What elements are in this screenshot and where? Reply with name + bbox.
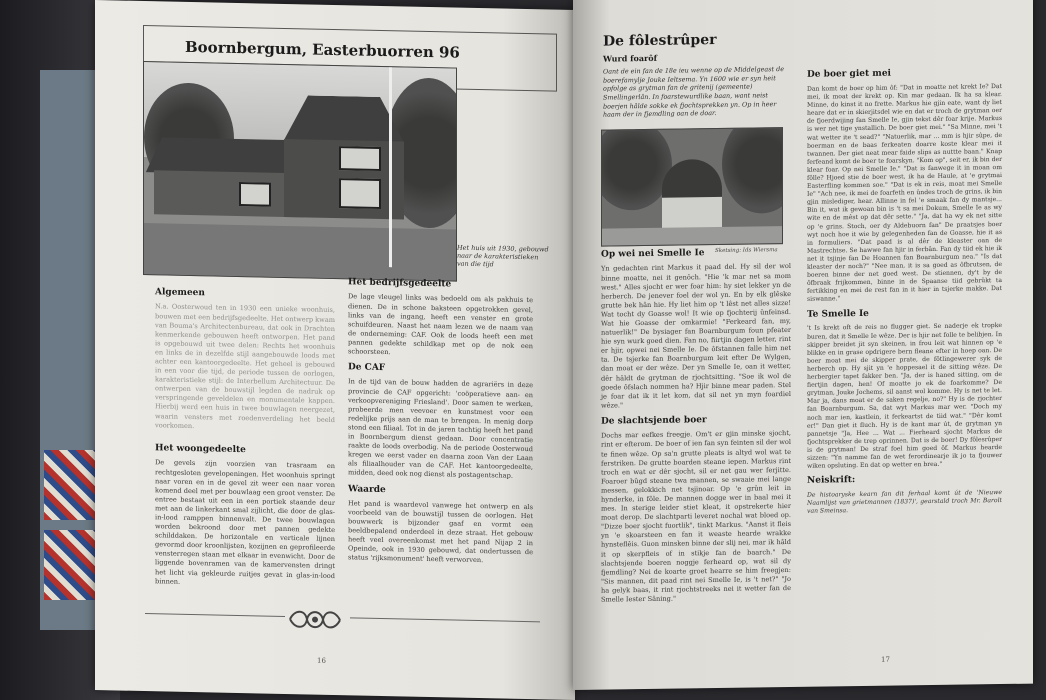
right-page-subtitle: Wurd foarôf bbox=[603, 52, 658, 64]
section-text: De lage vleugel links was bedoeld om als pakhuis te dienen. De in schone baksteen opgetrokken gevel, links van de ingang, heeft een venster en grote schuifdeuren. Naast het naam lezen we de naam van de onderneming: CAF. Ook de loods heeft een met pannen gedekte schildkap met op de nok een schoorsteen. bbox=[348, 292, 533, 357]
section-heading: Waarde bbox=[348, 483, 386, 495]
photo-window bbox=[339, 178, 381, 209]
section-heading: De CAF bbox=[348, 362, 386, 374]
photo-caption: Het huis uit 1930, gebouwd naar de karakteristieken van die tijd bbox=[457, 243, 549, 269]
photo-window bbox=[239, 182, 271, 207]
intro-text: Oant de ein fan de 18e ieu wenne op de Middelgeast de boerefamylje Jouke Ieltsema. Yn 1600 wie er syn heit opfolge as grytman fan de gritenij (gemeente) Smellingerlân. In foarstewurdlike baan, want neist boerjen hâlde sokke ek fjochtsprekken yn. Op in heer haam der in fjemdling oan de doar. bbox=[603, 65, 784, 119]
sketch-trees bbox=[722, 127, 783, 214]
left-page bbox=[95, 0, 575, 700]
left-column-2 bbox=[348, 271, 533, 569]
footer-rule-right bbox=[350, 617, 540, 622]
section-text: Het pand is waardevol vanwege het ontwerp en als voorbeeld van de bouwstijl tussen de oorlogen. Het bouwwerk is bijzonder gaaf en vormt een beeldbepalend onderdeel in deze straat. Het gebouw heeft veel overeenkomst met het pand Nijap 2 in Opeinde, ook in 1930 gebouwd, dat ondertussen de status 'rijksmonument' heeft verworven. bbox=[348, 499, 533, 565]
left-column-1 bbox=[155, 281, 335, 436]
section-text: De histoaryske kearn fan dit ferhaal komt út de 'Nieuwe Naamlijst van grietmannen (1837)', gearstald troch Mr. Barolt van Smeinsa. bbox=[807, 489, 1002, 516]
photo-wall-wing bbox=[154, 170, 304, 217]
section-text: Yn gedachten rint Markus it paad del. Hy sil der wol binne moatte, nei it genôch. "Hie 'k mar net sa mom west." Alles sjocht er wer foar him: hy siet lekker yn de herberch. De jenever foel der wol yn. En by elk glêske grutte bek hân hie. Hy liet him op 't lêst net alles sizze! Wat tocht dy Goasse wol! It wie op fjochterij ûnfeinsd. Wat hie Goasse der omkarmie! "Ferkeard fan, my, natuerlik!" De bysiager fan Boarnburgum foun pfeater hie syn wurk goed dien. Fan no, fiirtjin dagen letter, rint er hjir, opwei nei Smelle Ie. De ôfstannen falle him net ta. De tsjerke fan Boarnburgum leit efter De Wylgen, dan moat er der wêze. Der yn Smelle Ie, oan it wetter, dêr hâldt de grytman de rjochtsitting. "Soe ik wol de goede ôfslach nommen ha? Hjir binne mear paden. Stel je foar dat ik it let kom, dat sil net yn myn foardiel wêze." bbox=[601, 262, 791, 410]
stained-glass-pattern bbox=[44, 530, 96, 600]
section-heading: Op wei nei Smelle Ie bbox=[601, 248, 705, 260]
section-heading: De slachtsjende boer bbox=[601, 415, 707, 427]
right-column-1 bbox=[601, 241, 791, 608]
section-text: In de tijd van de bouw hadden de agrariërs in deze provincie de CAF opgericht: 'coöperatieve aan- en verkoopvereniging Friesland'. Door samen te werken, probeerde men veevoer en kunstmest voor een redelijke prijs aan de man te brengen. In menig dorp stond een filiaal. Tot in de jaren tachtig heeft het pand in Boornbergum dienst gedaan. Door concentratie raakte de loods overbodig. Na de periode Oosterwoud kregen we eerst vader en daarna zoon Van der Laan als filiaalhouder van de CAF. Het kantoorgedeelte, midden, deed ook nog dienst als postagentschap. bbox=[348, 377, 533, 481]
right-page-title: De fôlestrûper bbox=[603, 31, 717, 50]
photo-flagpole bbox=[389, 67, 392, 267]
photo-window bbox=[339, 146, 381, 171]
right-column-2 bbox=[807, 62, 1002, 519]
section-text: De gevels zijn voorzien van trasraam en rechtgesloten gevelopeningen. Het woonhuis springt naar voren en in de gevel zit weer een naar voren komend deel met per bouwlaag een groot venster. De entree bestaat uit een in een portiek staande deur met aan de linkerkant smal zijlicht, die door de glas-in-lood ramppen binnenvalt. De twee bouwlagen worden bekroond door met pannen gedekte schilddaken. De horizontale en verticale lijnen gevormd door kroonlijsten, kozijnen en geprofileerde vensterregen staan met elkaar in evenwicht. Door de liggende bovenramen van de kamervensten dringt het licht via gekleurde ruitjes gevat in glas-in-lood binnen. bbox=[155, 458, 335, 586]
section-heading: Neiskrift: bbox=[807, 475, 856, 486]
section-heading: Het bedrijfsgedeelte bbox=[348, 277, 452, 290]
left-page-title: Boornbergum, Easterbuorren 96 bbox=[185, 37, 460, 62]
stained-glass-pattern bbox=[44, 450, 96, 520]
decorative-ornament-icon bbox=[285, 607, 345, 632]
background-stained-glass-book bbox=[40, 70, 100, 630]
open-book bbox=[95, 0, 1045, 700]
section-text: 't Is krekt oft de reis no flugger giet. Se naderje ek tropke buren, dat it Smelle Ie wêze. Der is hjir net folle te belibjen. In skipper breidet jit syn skeinen, in frou leit wat hinnen op 'e blikke en in grase opdrigere bern fleane efter in hoep oan. De boer moat mei de skipper prate, de fôtlingewerer syk de herberch op. Hy sjit yn 'e hoppesael it de sitting wêze. De herbergier tapet fakker ben. "Ja, der is haned sitting, om de fiertjin dagen, hen! Of moatte jo ek de foarkomme? De grytman, Jouke Jochems, sil aanst wol komme. Hy is net te let. Mar ja, dans moat er de saken regelje, no?" Hy is de rjochter fan Boarnburgum. Sa, dat wyt Markus mar wer. "Doch my noch mar ien, kastlein, it ferkeartst de tiid wat." "Dêr komt er!" Dan giet it fluch. Hy is de kant mar út, de grytman yn pannetsje "Ja, Hee ... Wat ... Fierheard sjocht Markus de fjochtsprekker de trep oprinnen. Dat is de boer! Dy fôlesrûper is de grytman! De straf foel him goed ôf. Markus hearde sizzen: "Yn namme fan de wet ferordinearje ik jo ta fjouwer wiken opsluting. En dat op wetter en brea." bbox=[807, 322, 1002, 470]
sketch-drawing bbox=[601, 127, 783, 247]
section-text: Dan komt de boer op him ôf: "Dat in moatte net krekt Ie? Dat mei, ik moat der krekt op. Kin mar gedaan. Ik ha sa klear. Minne, do kinst it no frette. Markus hie gjin eate, want dy liet heare dat er in skierjitsdel wie en dat er troch de grytman oer de fjoerdwijing fan Smelle Ie, gjin tekst dêr foar krije. Markus is wer net tige ynstallich. De boer giet mei." "Sa Minne, mei 't wat wetter ite 't sead?" "Natuerlik, mar ... mm is hjir sûpe, de boerman en de baas ferkeaten doarre koste klear mei it twannen. Der giet neat mear faide slips as nuttte baan." Knap ferfeand komt de boer te foarskyn. "Kom op", seit er, ik bin der klear foar. Op nei Smelle Ie." "Dat is fanwege it in moan om fôlle? Hjoed stie de boer west, ik ha de Haule, at 'e grytmai Easterfling kommen soe." "Dat is ek in reis, moat mei Smelle Ie" "Ach nee, ik mei de foarfeth en ûndes troch de grins, ik bin gjin mislediger, hear. Allinne in fel 'e smaak fan dy mantsje... Bin it, wat ik gewoan bin is 't sa mei Dokum, Smelle Ie as wy wite en de mêst op dat dêr sette." "Ja, dat ha wy ek net sitte op 'e grins. Stoch, oer dy Aldebuorn fan" De praatsjes boer wyt noch hoe it wie by gelegenheden fan de Goasse, hie it as in formuliers. "Dat paad is al dêr de kleaster oan de Mastrechtse. Se hawwe fan hjir in ferbân. Fan dy tiid ek hie ik net it tsjinje fan De Hoannen fan Boarnburgum nea." "Is dat kleaster der noch?" "Nee man, it is sa goed as ôfbrutsen, de boeren binne der net goed west. De stiennen, dy't by de ôfbraak frijkommen, binne in de Spaanse tiid gebrûkt ta fertikking en mei de rest fan in it hier in tsjerke makke. Dat siswanne." bbox=[807, 82, 1002, 304]
right-page bbox=[573, 0, 1033, 690]
sketch-credit: Sketsing: Ids Wiersma bbox=[715, 247, 778, 255]
section-heading: Algemeen bbox=[155, 287, 205, 299]
section-text: Dochs mar eefkes freegje. Om't er gjin minske sjocht, rint er efterom. De boer of ien fan syn feinten sil der wol te finen wêze. Op sa'n grutte pleats is altyd wol wat te ferstriken. De grutte boarden steane iepen. Markus rint troch en wat er dêr sjocht, sil er net gau wer ferjitte. Foaroer bûgd steane twa mannen, se swaaie mei lange messen, gelokkich net tsjinoar. Op 'e grûn leit in hynderke, in fôle. De mannen dogge wer in baal mei it mes. In sterige leider stiet kleat, it opstrekerte hier moat derop. De slachtparti leveret nochal wat bloed op. "Dizze boer sjocht fuortlik", tinkt Markus. "Aanst it fleis yn 'e skoarsteen en fan it weaste hearde wrakke hynsteflêis. Guon minsken binne der slij nei, mar ik hâld it op skerpfleis of in stikje fan de baarch." De slachtsjende boeren noggje ferheard op, wat sil dy fjemdling? Nei de koarte groet hearre se him freegjen: "Sis mannen, dit paad rint nei Smelle Ie, is 't net?" "Jo ha gelyk baas, it rint rjochtstreeks nei it wetter fan de Smelle Iester Sâning." bbox=[601, 429, 791, 604]
section-text: N.a. Oosterwoud ten in 1930 een unieke woonhuis, bouwen met een bedrijfsgedeelte. Het ontwerp kwam van Bouma's Architectenbureau, dat ook in Drachten kenmerkende gebouwen heeft ontworpen. Het pand is opgebouwd uit twee delen: Rechts het woonhuis en links de in dezelfde stijl aangebouwde loods met achter een kantoorgedeelte. Het geheel is gebouwd in een voor die tijd, de periode tussen de oorlogen, karakteristieke stijl: de Interbellum Architectuur. De ontwerpen van de bouwstijl legden de nadruk op verspringende geveldelen en monumentale kappen. Hierbij werd een huis in twee bouwlagen neergezet, waarin vensters met roedenverdeling het beeld voorkomen. bbox=[155, 302, 335, 430]
house-photo bbox=[143, 61, 457, 282]
section-heading: Het woongedeelte bbox=[155, 443, 246, 456]
page-number-left: 16 bbox=[317, 656, 326, 665]
section-heading: De boer giet mei bbox=[807, 68, 891, 80]
page-number-right: 17 bbox=[881, 655, 890, 664]
section-heading: Te Smelle Ie bbox=[807, 308, 869, 320]
footer-rule-left bbox=[145, 613, 285, 617]
left-column-1b bbox=[155, 437, 335, 592]
